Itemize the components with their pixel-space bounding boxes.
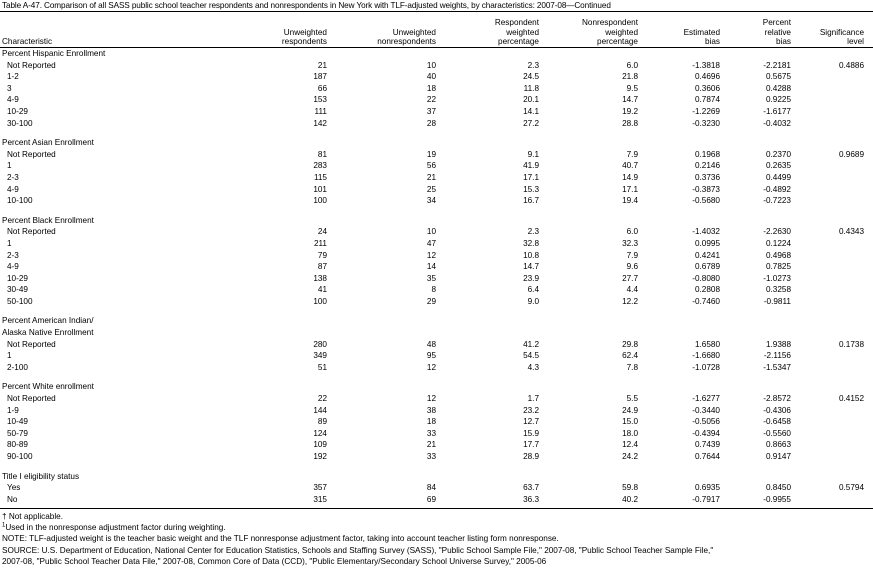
cell-nonrespondent-weighted-pct: 12.2 [622, 296, 638, 306]
cell-percent-relative-bias: -2.2630 [763, 227, 791, 237]
cell-percent-relative-bias: 0.2370 [765, 149, 791, 159]
cell-significance-level: 0.5794 [838, 483, 864, 493]
row-label: Not Reported [7, 394, 56, 404]
table-row [0, 60, 873, 72]
row-label: 50-100 [7, 296, 33, 306]
table-row [0, 428, 873, 440]
cell-respondent-weighted-pct: 17.1 [523, 172, 539, 182]
cell-percent-relative-bias: -0.5560 [763, 428, 791, 438]
cell-respondent-weighted-pct: 27.2 [523, 118, 539, 128]
cell-unweighted-nonrespondents: 29 [426, 296, 436, 306]
cell-respondent-weighted-pct: 17.7 [523, 440, 539, 450]
cell-nonrespondent-weighted-pct: 40.2 [622, 494, 638, 504]
row-label: 1-9 [7, 405, 19, 415]
cell-nonrespondent-weighted-pct: 9.5 [626, 83, 638, 93]
cell-respondent-weighted-pct: 4.3 [527, 362, 539, 372]
cell-unweighted-nonrespondents: 10 [426, 60, 436, 70]
cell-unweighted-respondents: 41 [317, 285, 327, 295]
cell-percent-relative-bias: -1.0273 [763, 273, 791, 283]
row-label: 1 [7, 161, 12, 171]
cell-nonrespondent-weighted-pct: 28.8 [622, 118, 638, 128]
row-label: Yes [7, 483, 21, 493]
cell-significance-level: 0.9689 [838, 149, 864, 159]
cell-percent-relative-bias: -0.9955 [763, 494, 791, 504]
cell-percent-relative-bias: -2.1156 [763, 351, 791, 361]
table-row [0, 160, 873, 172]
cell-unweighted-respondents: 24 [317, 227, 327, 237]
cell-estimated-bias: -0.7917 [692, 494, 720, 504]
cell-nonrespondent-weighted-pct: 29.8 [622, 339, 638, 349]
cell-nonrespondent-weighted-pct: 21.8 [622, 72, 638, 82]
cell-percent-relative-bias: -1.6177 [763, 106, 791, 116]
table-title: Table A-47. Comparison of all SASS public school teacher respondents and nonrespondents in New York with TLF-adjusted weights, by characteristics: 2007-08—Continued [2, 1, 611, 10]
row-label: 1 [7, 238, 12, 248]
cell-percent-relative-bias: 0.4288 [765, 83, 791, 93]
cell-percent-relative-bias: 1.9388 [765, 339, 791, 349]
cell-percent-relative-bias: 0.1224 [765, 238, 791, 248]
cell-respondent-weighted-pct: 63.7 [523, 483, 539, 493]
cell-nonrespondent-weighted-pct: 59.8 [622, 483, 638, 493]
cell-unweighted-nonrespondents: 8 [431, 285, 436, 295]
cell-estimated-bias: -1.6680 [692, 351, 720, 361]
cell-respondent-weighted-pct: 41.2 [523, 339, 539, 349]
cell-estimated-bias: 0.0995 [694, 238, 720, 248]
cell-respondent-weighted-pct: 10.8 [523, 250, 539, 260]
cell-estimated-bias: 0.6789 [694, 262, 720, 272]
cell-nonrespondent-weighted-pct: 4.4 [626, 285, 638, 295]
row-label: Not Reported [7, 149, 56, 159]
row-label: 30-49 [7, 285, 28, 295]
table-row [0, 273, 873, 285]
group-header-row [0, 381, 873, 393]
table-row [0, 238, 873, 250]
note-tlf-weight: NOTE: TLF-adjusted weight is the teacher basic weight and the TLF nonresponse adjustment factor, taking into account teacher listing form nonresponse. [2, 534, 559, 544]
cell-unweighted-respondents: 109 [313, 440, 327, 450]
cell-unweighted-nonrespondents: 14 [426, 262, 436, 272]
cell-percent-relative-bias: -0.6458 [763, 417, 791, 427]
cell-unweighted-respondents: 144 [313, 405, 327, 415]
cell-unweighted-nonrespondents: 56 [426, 161, 436, 171]
cell-unweighted-nonrespondents: 69 [426, 494, 436, 504]
cell-respondent-weighted-pct: 11.8 [523, 83, 539, 93]
cell-unweighted-nonrespondents: 10 [426, 227, 436, 237]
row-label: 50-79 [7, 428, 28, 438]
cell-unweighted-nonrespondents: 33 [426, 428, 436, 438]
cell-unweighted-respondents: 87 [317, 262, 327, 272]
header-unweighted-nonrespondents: Unweighted nonrespondents [377, 27, 436, 46]
cell-significance-level: 0.4343 [838, 227, 864, 237]
cell-estimated-bias: 0.2146 [694, 161, 720, 171]
cell-respondent-weighted-pct: 23.2 [523, 405, 539, 415]
cell-estimated-bias: 0.2808 [694, 285, 720, 295]
cell-nonrespondent-weighted-pct: 27.7 [622, 273, 638, 283]
cell-unweighted-respondents: 100 [313, 296, 327, 306]
cell-estimated-bias: -0.5680 [692, 196, 720, 206]
cell-estimated-bias: 0.4696 [694, 72, 720, 82]
cell-nonrespondent-weighted-pct: 40.7 [622, 161, 638, 171]
row-label: 10-100 [7, 196, 33, 206]
cell-unweighted-respondents: 111 [314, 106, 327, 116]
cell-respondent-weighted-pct: 54.5 [523, 351, 539, 361]
group-label: Title I eligibility status [2, 471, 80, 481]
cell-unweighted-nonrespondents: 84 [426, 483, 436, 493]
header-significance-level: Significance level [819, 27, 864, 46]
cell-nonrespondent-weighted-pct: 6.0 [626, 227, 638, 237]
cell-estimated-bias: -0.7460 [692, 296, 720, 306]
header-unweighted-respondents: Unweighted respondents [281, 27, 327, 46]
cell-respondent-weighted-pct: 12.7 [523, 417, 539, 427]
cell-percent-relative-bias: -0.4306 [763, 405, 791, 415]
row-label: Not Reported [7, 339, 56, 349]
cell-nonrespondent-weighted-pct: 7.9 [626, 250, 638, 260]
table-row [0, 296, 873, 308]
note-footnote-1: $^1$Used in the nonresponse adjustment factor during weighting. [2, 522, 226, 533]
table-row [0, 172, 873, 184]
cell-respondent-weighted-pct: 9.1 [527, 149, 539, 159]
table-row [0, 106, 873, 118]
table-row [0, 494, 873, 506]
cell-nonrespondent-weighted-pct: 7.8 [626, 362, 638, 372]
cell-estimated-bias: 0.1968 [694, 149, 720, 159]
cell-unweighted-respondents: 21 [317, 60, 327, 70]
source-line-2: 2007-08, "Public School Teacher Data File," 2007-08, Common Core of Data (CCD), "Public Elementary/Secondary School Universe Survey," 2005-06 [2, 556, 547, 566]
cell-unweighted-respondents: 187 [313, 72, 327, 82]
group-header-row [0, 137, 873, 149]
row-label: Not Reported [7, 227, 56, 237]
cell-estimated-bias: -1.2269 [692, 106, 720, 116]
cell-percent-relative-bias: -1.5347 [763, 362, 791, 372]
cell-respondent-weighted-pct: 14.1 [523, 106, 539, 116]
group-label: Percent Black Enrollment [2, 215, 94, 225]
cell-unweighted-respondents: 349 [313, 351, 327, 361]
cell-nonrespondent-weighted-pct: 32.3 [622, 238, 638, 248]
group-label: Alaska Native Enrollment [2, 328, 94, 338]
cell-unweighted-respondents: 192 [313, 452, 327, 461]
table-row [0, 250, 873, 262]
table-row [0, 451, 873, 463]
cell-estimated-bias: 1.6580 [694, 339, 720, 349]
header-nonrespondent-weighted-pct: Nonrespondent weighted percentage [582, 18, 638, 46]
group-spacer [0, 373, 873, 381]
cell-unweighted-nonrespondents: 38 [426, 405, 436, 415]
table-row [0, 439, 873, 451]
cell-estimated-bias: -0.3230 [692, 118, 720, 128]
cell-unweighted-nonrespondents: 40 [426, 72, 436, 82]
cell-nonrespondent-weighted-pct: 19.2 [622, 106, 638, 116]
row-label: No [7, 494, 18, 504]
header-estimated-bias: Estimated bias [683, 27, 720, 46]
row-label: 4-9 [7, 184, 19, 194]
group-header-row [0, 215, 873, 227]
cell-unweighted-respondents: 101 [313, 184, 327, 194]
cell-nonrespondent-weighted-pct: 18.0 [622, 428, 638, 438]
top-rule [0, 11, 873, 12]
row-label: 4-9 [7, 262, 19, 272]
row-label: 90-100 [7, 452, 33, 461]
group-spacer [0, 129, 873, 137]
cell-respondent-weighted-pct: 36.3 [523, 494, 539, 504]
group-label: Percent White enrollment [2, 382, 94, 392]
table-row [0, 362, 873, 374]
table-row [0, 393, 873, 405]
cell-unweighted-respondents: 124 [313, 428, 327, 438]
cell-percent-relative-bias: -2.2181 [763, 60, 791, 70]
cell-respondent-weighted-pct: 41.9 [523, 161, 539, 171]
cell-nonrespondent-weighted-pct: 24.2 [622, 452, 638, 461]
row-label: 2-100 [7, 362, 28, 372]
table-row [0, 405, 873, 417]
row-label: 4-9 [7, 95, 19, 105]
cell-significance-level: 0.4152 [838, 394, 864, 404]
cell-nonrespondent-weighted-pct: 62.4 [622, 351, 638, 361]
cell-nonrespondent-weighted-pct: 17.1 [622, 184, 638, 194]
header-respondent-weighted-pct: Respondent weighted percentage [494, 18, 539, 46]
row-label: 10-49 [7, 417, 28, 427]
group-label: Percent Hispanic Enrollment [2, 49, 106, 58]
cell-unweighted-nonrespondents: 18 [426, 417, 436, 427]
cell-unweighted-respondents: 283 [313, 161, 327, 171]
cell-percent-relative-bias: -0.9811 [763, 296, 791, 306]
cell-unweighted-nonrespondents: 33 [426, 452, 436, 461]
cell-unweighted-nonrespondents: 48 [426, 339, 436, 349]
cell-estimated-bias: -1.0728 [692, 362, 720, 372]
table-row [0, 195, 873, 207]
table-row [0, 71, 873, 83]
table-row [0, 339, 873, 351]
cell-unweighted-respondents: 66 [317, 83, 327, 93]
cell-respondent-weighted-pct: 2.3 [527, 60, 539, 70]
cell-unweighted-respondents: 142 [313, 118, 327, 128]
group-spacer [0, 207, 873, 215]
cell-percent-relative-bias: 0.7825 [765, 262, 791, 272]
cell-unweighted-nonrespondents: 12 [426, 250, 436, 260]
footnote-marker: 1 [2, 522, 6, 529]
cell-unweighted-nonrespondents: 21 [426, 172, 436, 182]
cell-estimated-bias: -0.4394 [692, 428, 720, 438]
cell-unweighted-nonrespondents: 22 [426, 95, 436, 105]
cell-unweighted-respondents: 280 [313, 339, 327, 349]
cell-unweighted-nonrespondents: 19 [426, 149, 436, 159]
cell-unweighted-nonrespondents: 12 [426, 394, 436, 404]
table-row [0, 83, 873, 95]
cell-respondent-weighted-pct: 15.9 [523, 428, 539, 438]
cell-unweighted-respondents: 100 [313, 196, 327, 206]
cell-respondent-weighted-pct: 15.3 [523, 184, 539, 194]
table-body [0, 48, 873, 505]
table-row [0, 118, 873, 130]
cell-percent-relative-bias: 0.3258 [765, 285, 791, 295]
bottom-rule [0, 508, 873, 509]
group-header-row [0, 315, 873, 327]
row-label: 30-100 [7, 118, 33, 128]
cell-nonrespondent-weighted-pct: 5.5 [626, 394, 638, 404]
cell-nonrespondent-weighted-pct: 9.6 [626, 262, 638, 272]
cell-significance-level: 0.4886 [838, 60, 864, 70]
group-header-row [0, 471, 873, 483]
cell-respondent-weighted-pct: 32.8 [523, 238, 539, 248]
cell-estimated-bias: -1.4032 [692, 227, 720, 237]
cell-nonrespondent-weighted-pct: 14.7 [622, 95, 638, 105]
cell-nonrespondent-weighted-pct: 14.9 [622, 172, 638, 182]
cell-nonrespondent-weighted-pct: 15.0 [622, 417, 638, 427]
cell-percent-relative-bias: 0.8663 [765, 440, 791, 450]
cell-unweighted-nonrespondents: 18 [426, 83, 436, 93]
row-label: 10-29 [7, 273, 28, 283]
group-spacer [0, 463, 873, 471]
cell-nonrespondent-weighted-pct: 12.4 [622, 440, 638, 450]
table-row [0, 482, 873, 494]
cell-percent-relative-bias: 0.8450 [765, 483, 791, 493]
cell-unweighted-respondents: 89 [317, 417, 327, 427]
cell-estimated-bias: 0.7439 [694, 440, 720, 450]
table-row [0, 284, 873, 296]
cell-percent-relative-bias: 0.4499 [765, 172, 791, 182]
group-label: Percent American Indian/ [2, 316, 94, 326]
cell-respondent-weighted-pct: 14.7 [523, 262, 539, 272]
row-label: 10-29 [7, 106, 28, 116]
row-label: 80-89 [7, 440, 28, 450]
note-not-applicable: † Not applicable. [2, 512, 63, 521]
cell-nonrespondent-weighted-pct: 19.4 [622, 196, 638, 206]
row-label: Not Reported [7, 60, 56, 70]
row-label: 1 [7, 351, 12, 361]
cell-unweighted-nonrespondents: 28 [426, 118, 436, 128]
cell-unweighted-respondents: 153 [313, 95, 327, 105]
cell-unweighted-nonrespondents: 34 [426, 196, 436, 206]
cell-unweighted-nonrespondents: 47 [426, 238, 436, 248]
cell-estimated-bias: 0.3736 [694, 172, 720, 182]
cell-estimated-bias: 0.7874 [694, 95, 720, 105]
cell-respondent-weighted-pct: 23.9 [523, 273, 539, 283]
row-label: 2-3 [7, 172, 19, 182]
cell-unweighted-nonrespondents: 25 [426, 184, 436, 194]
cell-estimated-bias: 0.3606 [694, 83, 720, 93]
row-label: 1-2 [7, 72, 19, 82]
cell-unweighted-respondents: 22 [317, 394, 327, 404]
cell-percent-relative-bias: 0.4968 [765, 250, 791, 260]
table-row [0, 226, 873, 238]
cell-respondent-weighted-pct: 16.7 [523, 196, 539, 206]
cell-unweighted-nonrespondents: 35 [426, 273, 436, 283]
cell-estimated-bias: -0.8080 [692, 273, 720, 283]
table-row [0, 184, 873, 196]
cell-nonrespondent-weighted-pct: 24.9 [622, 405, 638, 415]
table-row [0, 416, 873, 428]
cell-significance-level: 0.1738 [838, 339, 864, 349]
cell-estimated-bias: -0.5056 [692, 417, 720, 427]
cell-percent-relative-bias: -2.8572 [763, 394, 791, 404]
table-notes [2, 511, 713, 567]
cell-estimated-bias: -1.6277 [692, 394, 720, 404]
row-label: 2-3 [7, 250, 19, 260]
cell-estimated-bias: -0.3873 [692, 184, 720, 194]
header-characteristic: Characteristic [2, 36, 53, 46]
cell-percent-relative-bias: -0.7223 [763, 196, 791, 206]
table-row [0, 261, 873, 273]
header-percent-relative-bias: Percent relative bias [762, 18, 791, 46]
group-label: Percent Asian Enrollment [2, 138, 94, 148]
cell-unweighted-nonrespondents: 37 [426, 106, 436, 116]
cell-unweighted-respondents: 51 [317, 362, 327, 372]
cell-unweighted-respondents: 138 [313, 273, 327, 283]
cell-percent-relative-bias: -0.4892 [763, 184, 791, 194]
cell-estimated-bias: 0.7644 [694, 452, 720, 461]
cell-respondent-weighted-pct: 1.7 [527, 394, 539, 404]
cell-nonrespondent-weighted-pct: 6.0 [626, 60, 638, 70]
cell-estimated-bias: 0.4241 [694, 250, 720, 260]
cell-respondent-weighted-pct: 24.5 [523, 72, 539, 82]
table-row [0, 94, 873, 106]
cell-percent-relative-bias: 0.9225 [765, 95, 791, 105]
cell-percent-relative-bias: 0.2635 [765, 161, 791, 171]
cell-unweighted-nonrespondents: 12 [426, 362, 436, 372]
cell-unweighted-respondents: 315 [313, 494, 327, 504]
cell-respondent-weighted-pct: 2.3 [527, 227, 539, 237]
cell-estimated-bias: -0.3440 [692, 405, 720, 415]
cell-respondent-weighted-pct: 28.9 [523, 452, 539, 461]
cell-respondent-weighted-pct: 20.1 [523, 95, 539, 105]
cell-percent-relative-bias: -0.4032 [763, 118, 791, 128]
group-spacer [0, 307, 873, 315]
cell-unweighted-respondents: 357 [313, 483, 327, 493]
table-row [0, 149, 873, 161]
cell-estimated-bias: 0.6935 [694, 483, 720, 493]
cell-percent-relative-bias: 0.5675 [765, 72, 791, 82]
cell-estimated-bias: -1.3818 [692, 60, 720, 70]
group-header-row [0, 327, 873, 339]
cell-nonrespondent-weighted-pct: 7.9 [626, 149, 638, 159]
group-header-row [0, 48, 873, 60]
cell-respondent-weighted-pct: 9.0 [527, 296, 539, 306]
cell-unweighted-respondents: 81 [317, 149, 327, 159]
cell-unweighted-respondents: 211 [313, 238, 327, 248]
cell-respondent-weighted-pct: 6.4 [527, 285, 539, 295]
cell-unweighted-respondents: 79 [317, 250, 327, 260]
cell-unweighted-respondents: 115 [313, 172, 327, 182]
cell-unweighted-nonrespondents: 21 [426, 440, 436, 450]
cell-unweighted-nonrespondents: 95 [426, 351, 436, 361]
cell-percent-relative-bias: 0.9147 [765, 452, 791, 461]
source-line-1: SOURCE: U.S. Department of Education, National Center for Education Statistics, Schools and Staffing Survey (SASS), "Public School Sample File," 2007-08, "Public School Teacher Sample File," [2, 545, 714, 555]
table-row [0, 350, 873, 362]
row-label: 3 [7, 83, 12, 93]
